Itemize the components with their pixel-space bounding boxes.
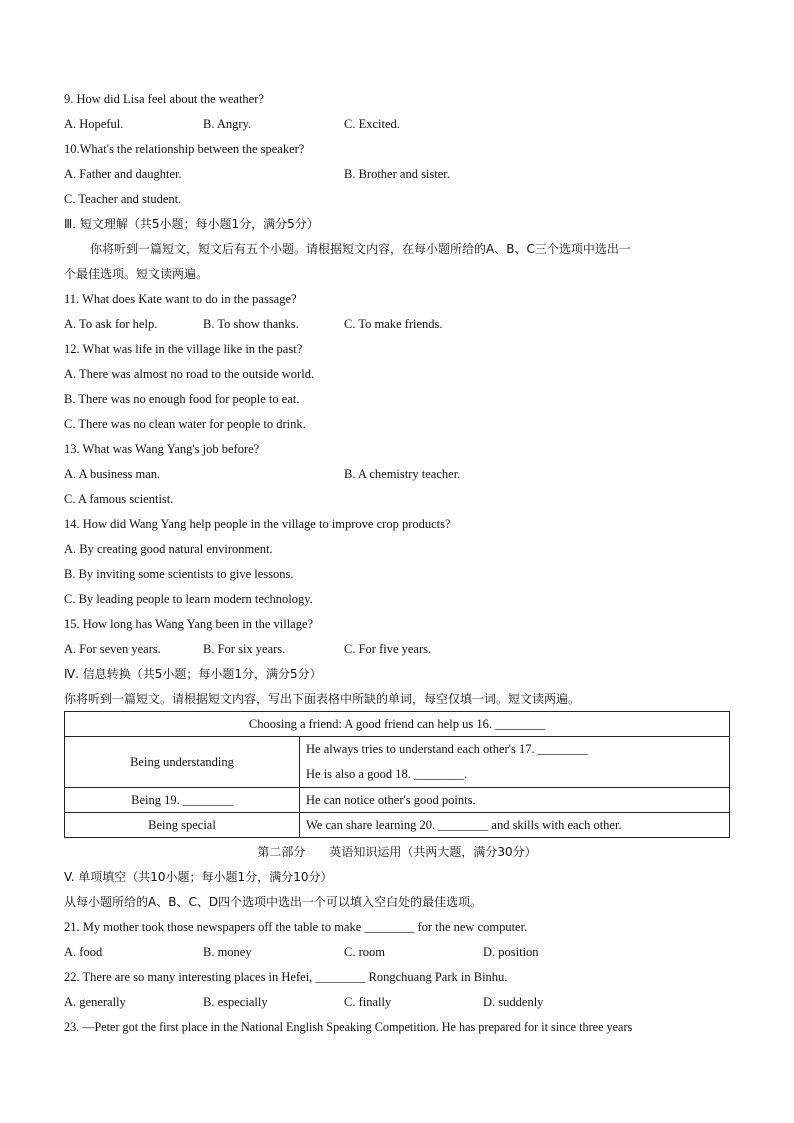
question-23-stem: 23. —Peter got the first place in the National English Speaking Competition. He has prepared for it since three years [64, 1020, 633, 1034]
question-12-option-b: B. There was no enough food for people to eat. [64, 392, 300, 406]
table-row [65, 712, 730, 737]
option-a: A. For seven years. [64, 642, 161, 656]
option-a: A. Hopeful. [64, 117, 124, 131]
option-c: C. For five years. [344, 642, 432, 656]
table-header-cell: Choosing a friend: A good friend can help us 16. ________ [65, 712, 730, 737]
question-12-option-a: A. There was almost no road to the outside world. [64, 367, 315, 381]
option-b: B. Brother and sister. [344, 167, 450, 181]
section-5-heading: V. 单项填空（共10小题；每小题1分，满分10分） [64, 870, 333, 884]
question-15-options [64, 639, 730, 659]
question-12-stem: 12. What was life in the village like in the past? [64, 342, 303, 356]
question-14-stem: 14. How did Wang Yang help people in the village to improve crop products? [64, 517, 451, 531]
question-21-stem: 21. My mother took those newspapers off the table to make ________ for the new computer. [64, 920, 528, 934]
option-c: C. room [344, 945, 385, 959]
question-22-stem: 22. There are so many interesting places in Hefei, ________ Rongchuang Park in Binhu. [64, 970, 508, 984]
question-14-option-a: A. By creating good natural environment. [64, 542, 273, 556]
option-c: C. finally [344, 995, 392, 1009]
table-content-cell: We can share learning 20. ________ and skills with each other. [300, 813, 730, 838]
table-content-line: He is also a good 18. ________. [306, 767, 468, 781]
option-b: B. Angry. [203, 117, 252, 131]
question-11-stem: 11. What does Kate want to do in the passage? [64, 292, 297, 306]
option-a: A. A business man. [64, 467, 161, 481]
question-9-stem: 9. How did Lisa feel about the weather? [64, 92, 264, 106]
section-4-heading: Ⅳ. 信息转换（共5小题；每小题1分，满分5分） [64, 667, 322, 681]
question-14-option-b: B. By inviting some scientists to give lessons. [64, 567, 294, 581]
question-10-stem: 10.What's the relationship between the speaker? [64, 142, 305, 156]
question-13-option-c: C. A famous scientist. [64, 492, 174, 506]
table-content-line: He always tries to understand each other's 17. ________ [306, 742, 588, 756]
table-label-cell: Being 19. ________ [65, 788, 300, 813]
part-2-heading: 第二部分 英语知识运用（共两大题，满分30分） [257, 845, 537, 859]
table-content-cell: He can notice other's good points. [300, 788, 730, 813]
section-3-heading: Ⅲ. 短文理解（共5小题；每小题1分，满分5分） [64, 217, 319, 231]
table-label-cell: Being special [65, 813, 300, 838]
table-label-cell: Being understanding [65, 737, 300, 788]
option-b: B. For six years. [203, 642, 286, 656]
option-a: A. To ask for help. [64, 317, 158, 331]
question-22-options [64, 992, 730, 1012]
option-c: C. To make friends. [344, 317, 443, 331]
question-9-options [64, 114, 730, 134]
option-a: A. Father and daughter. [64, 167, 182, 181]
option-d: D. position [483, 945, 539, 959]
option-a: A. food [64, 945, 103, 959]
question-21-options [64, 942, 730, 962]
option-b: B. A chemistry teacher. [344, 467, 461, 481]
section-3-instruction: 你将听到一篇短文，短文后有五个小题。请根据短文内容，在每小题所给的A、B、C三个选项中选出一 [90, 242, 631, 256]
question-10-option-c: C. Teacher and student. [64, 192, 182, 206]
option-b: B. To show thanks. [203, 317, 299, 331]
option-d: D. suddenly [483, 995, 544, 1009]
section-4-instruction: 你将听到一篇短文。请根据短文内容，写出下面表格中所缺的单词，每空仅填一词。短文读两遍。 [64, 692, 581, 706]
table-row [65, 737, 730, 788]
option-b: B. especially [203, 995, 268, 1009]
info-table [64, 711, 730, 838]
question-15-stem: 15. How long has Wang Yang been in the village? [64, 617, 314, 631]
question-11-options [64, 314, 730, 334]
section-3-instruction-cont: 个最佳选项。短文读两遍。 [64, 267, 209, 281]
option-a: A. generally [64, 995, 126, 1009]
table-row [65, 788, 730, 813]
question-13-stem: 13. What was Wang Yang's job before? [64, 442, 260, 456]
question-13-options [64, 464, 730, 484]
question-10-options [64, 164, 730, 184]
question-12-option-c: C. There was no clean water for people to drink. [64, 417, 306, 431]
option-b: B. money [203, 945, 252, 959]
question-14-option-c: C. By leading people to learn modern technology. [64, 592, 313, 606]
table-row [65, 813, 730, 838]
section-5-instruction: 从每小题所给的A、B、C、D四个选项中选出一个可以填入空白处的最佳选项。 [64, 895, 483, 909]
table-content-cell [300, 737, 730, 788]
option-c: C. Excited. [344, 117, 400, 131]
